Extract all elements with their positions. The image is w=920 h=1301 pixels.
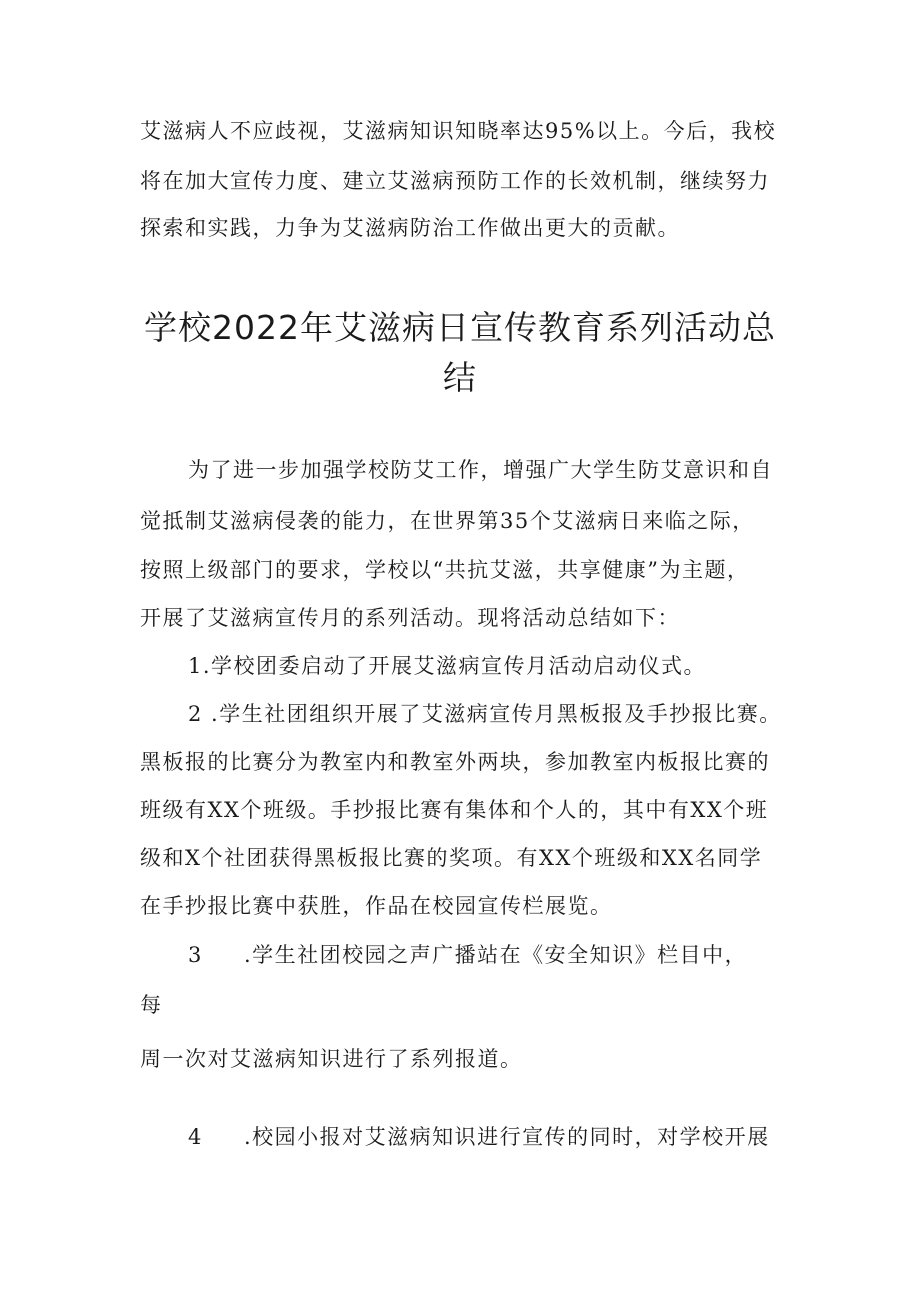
paragraph-1-line-3: 按照上级部门的要求，学校以“共抗艾滋，共享健康”为主题，: [140, 558, 750, 582]
paragraph-1-line-1: 为了进一步加强学校防艾工作，增强广大学生防艾意识和自: [188, 458, 773, 482]
item-2-line-4: 级和X个社团获得黑板报比赛的奖项。有XX个班级和XX名同学: [140, 846, 763, 870]
item-4-text: .校园小报对艾滋病知识进行宣传的同时，对学校开展: [244, 1125, 770, 1149]
item-3-number: 3: [188, 943, 202, 967]
paragraph-1-line-4: 开展了艾滋病宣传月的系列活动。现将活动总结如下：: [140, 606, 680, 630]
intro-line-1: 艾滋病人不应歧视，艾滋病知识知晓率达95%以上。今后，我校: [140, 119, 777, 143]
item-2-line-5: 在手抄报比赛中获胜，作品在校园宣传栏展览。: [140, 894, 613, 918]
item-3-continuation-1: 每: [140, 993, 163, 1017]
item-2-line-2: 黑板报的比赛分为教室内和教室外两块，参加教室内板报比赛的: [140, 750, 770, 774]
intro-line-2: 将在加大宣传力度、建立艾滋病预防工作的长效机制，继续努力: [140, 169, 770, 193]
item-3-text: .学生社团校园之声广播站在《安全知识》栏目中，: [244, 943, 748, 967]
document-title: 学校2022年艾滋病日宣传教育系列活动总: [144, 308, 776, 347]
item-3-continuation-2: 周一次对艾滋病知识进行了系列报道。: [140, 1047, 523, 1071]
document-title-continuation: 结: [443, 358, 477, 397]
item-2-line-3: 班级有XX个班级。手抄报比赛有集体和个人的，其中有XX个班: [140, 798, 769, 822]
item-2-line-1: 2 .学生社团组织开展了艾滋病宣传月黑板报及手抄报比赛。: [188, 702, 782, 726]
intro-line-3: 探索和实践，力争为艾滋病防治工作做出更大的贡献。: [140, 216, 680, 240]
paragraph-1-line-2: 觉抵制艾滋病侵袭的能力，在世界第35个艾滋病日来临之际，: [140, 509, 755, 533]
item-1: 1.学校团委启动了开展艾滋病宣传月活动启动仪式。: [188, 654, 707, 678]
item-4-number: 4: [188, 1125, 202, 1149]
